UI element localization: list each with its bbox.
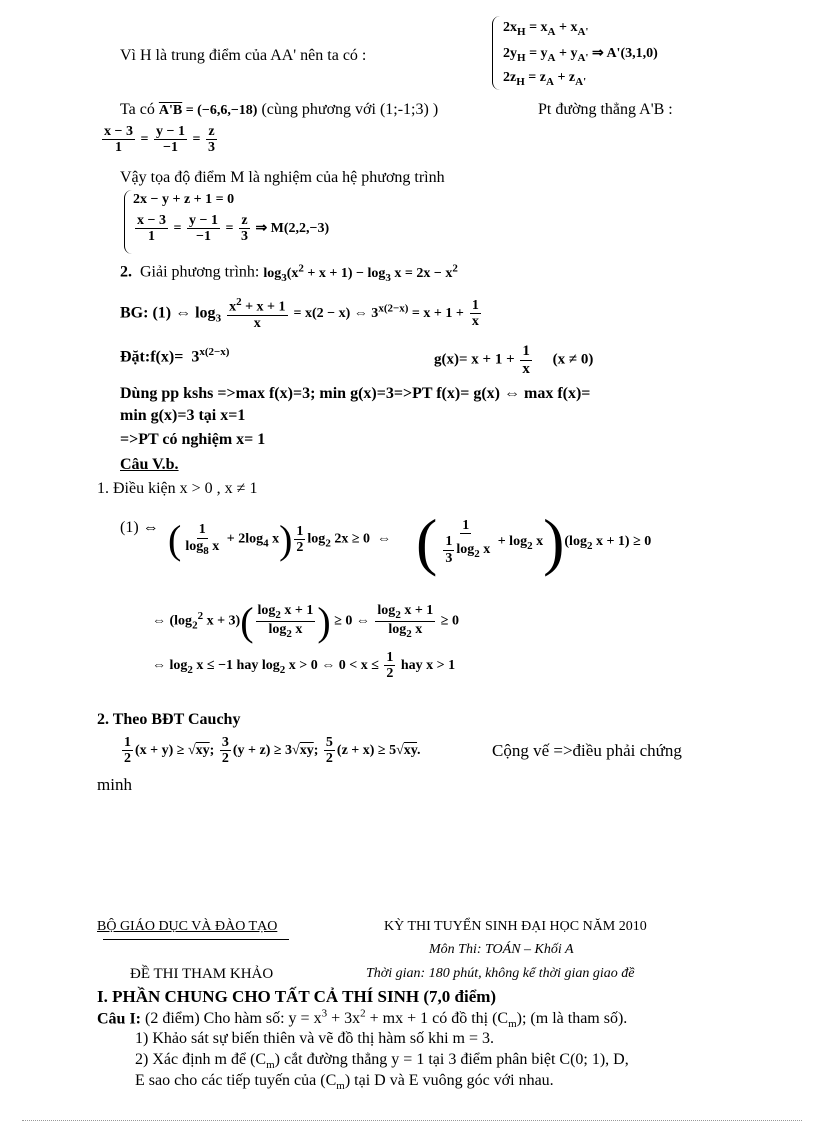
conclusion: =>PT có nghiệm x= 1 xyxy=(120,431,266,448)
system-line-1: $2x_H = x_A + x_{A'}$ xyxy=(503,20,589,38)
kshs-line-2: min g(x)=3 tại x=1 xyxy=(120,407,246,424)
m-system-1: 2x − y + z + 1 = 0 xyxy=(133,192,235,207)
system-line-3: $2z_H = z_A + z_{A'}$ xyxy=(503,70,587,88)
cauchy-expr: $\frac{1}{2}$ (x + y) ≥ √xy; $\frac{3}{2}$ (y + z) ≥ 3√xy; $\frac{5}{2}$ (z + x) ≥ 5√xy. xyxy=(124,735,421,767)
question-1-1: 1) Khảo sát sự biến thiên và vẽ đồ thị hàm số khi m = 3. xyxy=(135,1030,494,1047)
question-1: Câu I: (2 điểm) Cho hàm số: $y = x^3 + 3x^2$ + mx + 1 có đồ thị $(C_m)$; (m là tham số). xyxy=(97,1008,628,1031)
vector-line: Ta có A'B = (−6,6,−18) (cùng phương với (1;-1;3) ) xyxy=(120,101,439,118)
part2-title: 2. Giải phương trình: $\log_3(x^2 + x + 1) - \log_3 x = 2x - x^2$ xyxy=(120,262,458,284)
kshs-line-1: Dùng pp kshs =>max f(x)=3; min g(x)=3=>PT f(x)= g(x) ⇔ max f(x)= xyxy=(120,385,591,402)
bg-line: BG: (1) ⇔ $\log_3$ $\frac{x^2 + x + 1}{x}$ = x(2 − x) ⇔ $3^{x(2-x)} = x + 1$ + $\frac{1}{x}$ xyxy=(120,296,479,332)
step1: (1) ⇔ xyxy=(120,519,159,536)
f-definition: Đặt:f(x)= $3^{x(2-x)}$ xyxy=(120,346,230,366)
question-1-2a: 2) Xác định m để $(C_m)$ cắt đường thẳng y = 1 tại 3 điểm phân biệt C(0; 1), D, xyxy=(135,1051,629,1072)
section-heading: I. PHẦN CHUNG CHO TẤT CẢ THÍ SINH (7,0 điểm) xyxy=(97,987,497,1006)
m-system-2: $\frac{x - 3}{1}$ = $\frac{y - 1}{-1}$ = $\frac{z}{3}$ ⇒ M(2,2,−3) xyxy=(137,213,330,245)
cauchy-tail-2: minh xyxy=(97,775,132,794)
step2: ⇔ ($\log_2^2$ x + 3)( $\frac{\log_2 x + 1}{\log_2 x}$ ) ≥ 0 ⇔ $\frac{\log_2 x + 1}{\log_2 x}$ ≥ 0 xyxy=(152,599,459,644)
line-label: Pt đường thẳng A'B : xyxy=(538,101,673,118)
exam-name: KỲ THI TUYỂN SINH ĐẠI HỌC NĂM 2010 xyxy=(384,919,647,934)
question-1-2b: E sao cho các tiếp tuyến của $(C_m)$ tại D và E vuông góc với nhau. xyxy=(135,1072,554,1093)
step1-expr: ( $\frac{1}{\log_8 x}$ + $2\log_4$ x) $\frac{1}{2}$ $\log_2 2x \ge 0$ ⇔ xyxy=(168,517,391,562)
exam-time: Thời gian: 180 phút, không kể thời gian giao đề xyxy=(366,966,635,981)
cauchy-tail: Cộng vế =>điều phải chứng xyxy=(492,741,682,760)
midpoint-text: Vì H là trung điểm của AA' nên ta có : xyxy=(120,47,367,64)
condition-line: 1. Điều kiện x > 0 , x ≠ 1 xyxy=(97,480,258,497)
m-intro: Vậy tọa độ điểm M là nghiệm của hệ phương trình xyxy=(120,169,445,186)
page-bottom-rule xyxy=(22,1120,802,1121)
system-line-2: $2y_H = y_A + y_{A'}$ ⇒ A'(3,1,0) xyxy=(503,46,658,64)
ministry: BỘ GIÁO DỤC VÀ ĐÀO TẠO xyxy=(97,919,278,934)
reference: ĐỀ THI THAM KHẢO xyxy=(130,966,274,982)
step3: ⇔ $\log_2 x \le -1$ hay $\log_2 x > 0$ ⇔ 0 < x ≤ $\frac{1}{2}$ hay x > 1 xyxy=(152,650,456,682)
subject: Môn Thi: TOÁN – Khối A xyxy=(429,942,574,957)
system-brace xyxy=(492,16,503,90)
cauchy-heading: 2. Theo BĐT Cauchy xyxy=(97,711,241,728)
ministry-rule xyxy=(103,939,289,940)
g-definition: g(x)= x + 1 + $\frac{1}{x}$ (x ≠ 0) xyxy=(434,343,594,377)
cau-vb-heading: Câu V.b. xyxy=(120,456,179,473)
line-equation: $\frac{x - 3}{1}$ = $\frac{y - 1}{-1}$ = $\frac{z}{3}$ xyxy=(104,124,215,156)
step1-expr-2: ( 1 $\frac{1}{3}$ $\log_2 x$ + $\log_2 x)(\log_2$ x + 1) ≥ 0 xyxy=(416,506,652,577)
